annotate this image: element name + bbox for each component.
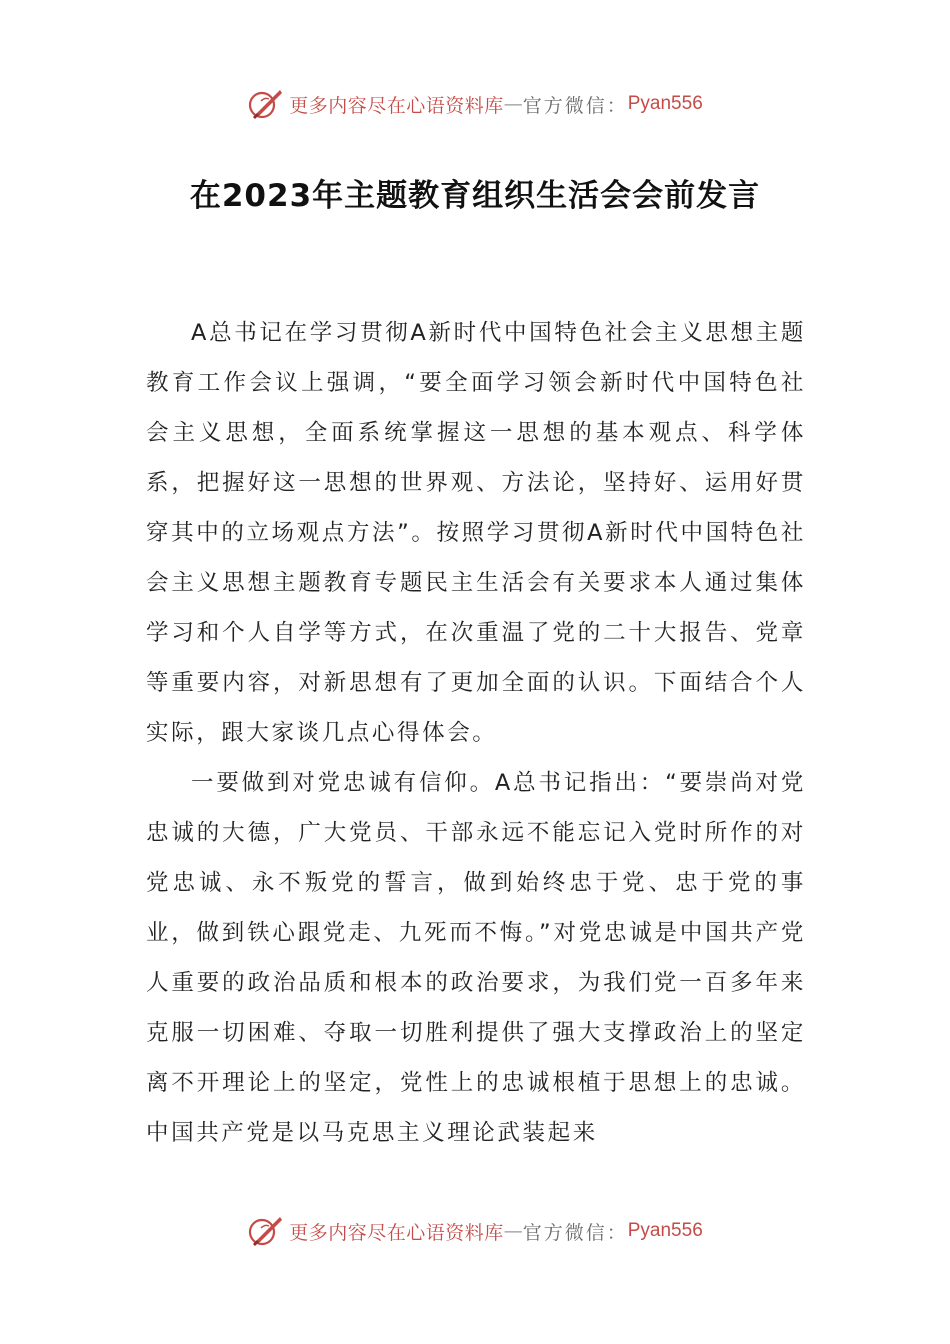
footer-banner-text: 更多内容尽在心语资料库 [289,1221,504,1244]
footer-wechat-id: Pyan556 [627,1220,703,1241]
footer-banner-separator: — [503,1220,523,1242]
header-banner-separator: — [503,93,523,115]
header-banner-text: 更多内容尽在心语资料库 [289,94,504,117]
paragraph-loyalty: 一要做到对党忠诚有信仰。A总书记指出：“要崇尚对党忠诚的大德，广大党员、干部永远不能忘记入党时所作的对党忠诚、永不叛党的誓言，做到始终忠于党、忠于党的事业，做到铁心跟党走、九死而不悔。”对党忠诚是中国共产党人重要的政治品质和根本的政治要求，为我们党一百多年来克服一切困难、夺取一切胜利提供了强大支撑政治上的坚定离不开理论上的坚定，党性上的忠诚根植于思想上的忠诚。中国共产党是以马克思主义理论武装起来 [146,770,806,1146]
footer-banner [0,1211,950,1251]
quill-pen-logo-icon [247,87,285,121]
document-title: 在2023年主题教育组织生活会会前发言 [189,178,761,214]
header-wechat-id: Pyan556 [627,93,703,114]
header-wechat-label: 官方微信： [522,94,628,117]
document-body [146,308,806,1158]
quill-pen-logo-icon [247,1214,285,1248]
header-banner [0,84,950,124]
paragraph-intro: A总书记在学习贯彻A新时代中国特色社会主义思想主题教育工作会议上强调，“要全面学习领会新时代中国特色社会主义思想，全面系统掌握这一思想的基本观点、科学体系，把握好这一思想的世界观、方法论，坚持好、运用好贯穿其中的立场观点方法”。按照学习贯彻A新时代中国特色社会主义思想主题教育专题民主生活会有关要求本人通过集体学习和个人自学等方式，在次重温了党的二十大报告、党章等重要内容，对新思想有了更加全面的认识。下面结合个人实际，跟大家谈几点心得体会。 [146,320,806,746]
footer-wechat-label: 官方微信： [522,1221,628,1244]
